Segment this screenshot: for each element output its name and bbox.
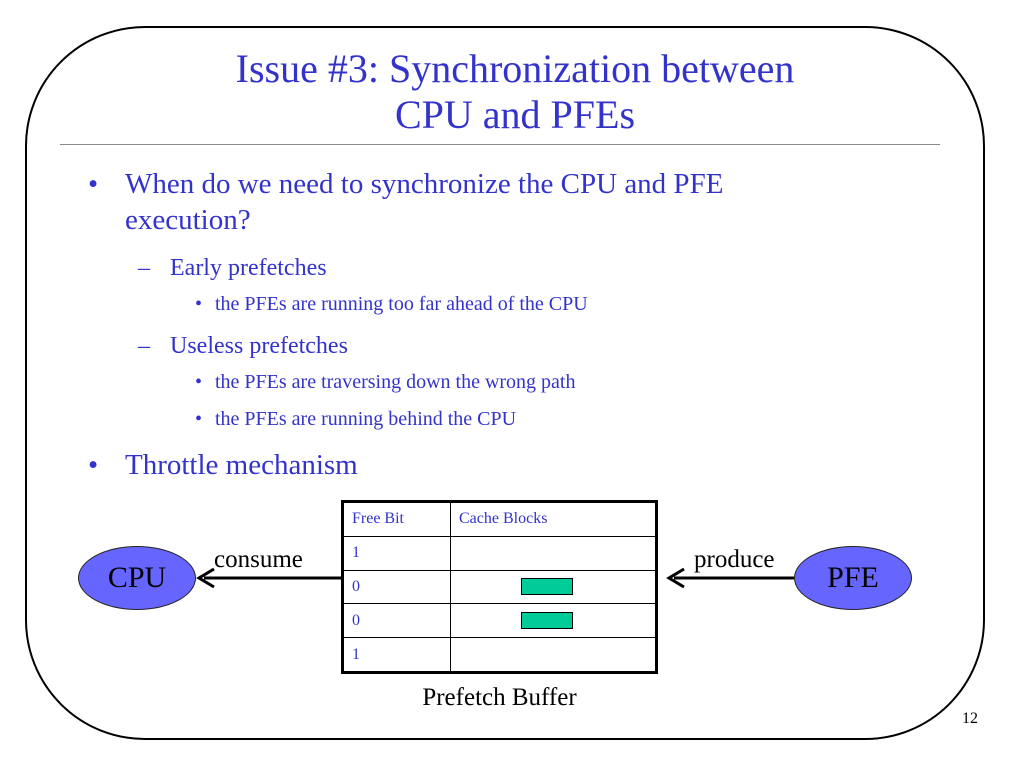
title-line-2: CPU and PFEs (394, 92, 636, 137)
free-bit-cell: 1 (343, 536, 451, 570)
produce-label: produce (694, 546, 775, 573)
dash-marker: – (138, 255, 150, 281)
header-free-bit: Free Bit (343, 502, 451, 537)
sub-item-useless-1: the PFEs are traversing down the wrong path (215, 371, 576, 393)
cpu-node: CPU (78, 546, 196, 610)
sub-item-useless-2: the PFEs are running behind the CPU (215, 408, 517, 430)
free-bit-cell: 0 (343, 570, 451, 604)
bullet-question-line-1: When do we need to synchronize the CPU and PFE (125, 168, 724, 200)
dot-marker: • (195, 408, 203, 430)
buffer-caption: Prefetch Buffer (422, 684, 577, 711)
page-number: 12 (962, 710, 978, 727)
pfe-node: PFE (794, 546, 912, 610)
free-bit-cell: 0 (343, 604, 451, 638)
header-cache-blocks: Cache Blocks (451, 502, 657, 537)
title-line-1: Issue #3: Synchronization between (235, 46, 795, 91)
consume-label: consume (214, 546, 303, 573)
bullet-question-line-2: execution? (125, 204, 251, 236)
sub-item-early-1: the PFEs are running too far ahead of the CPU (215, 293, 588, 315)
dot-marker: • (195, 293, 203, 315)
dash-marker: – (138, 333, 150, 359)
sub-bullet-useless: Useless prefetches (170, 333, 348, 359)
sub-bullet-early: Early prefetches (170, 255, 327, 281)
produce-arrow (669, 569, 794, 587)
bullet-throttle: Throttle mechanism (125, 449, 358, 481)
consume-arrow (199, 569, 341, 587)
dot-marker: • (195, 371, 203, 393)
bullet-marker: • (88, 168, 99, 200)
free-bit-cell: 1 (343, 638, 451, 673)
bullet-marker: • (88, 449, 99, 481)
